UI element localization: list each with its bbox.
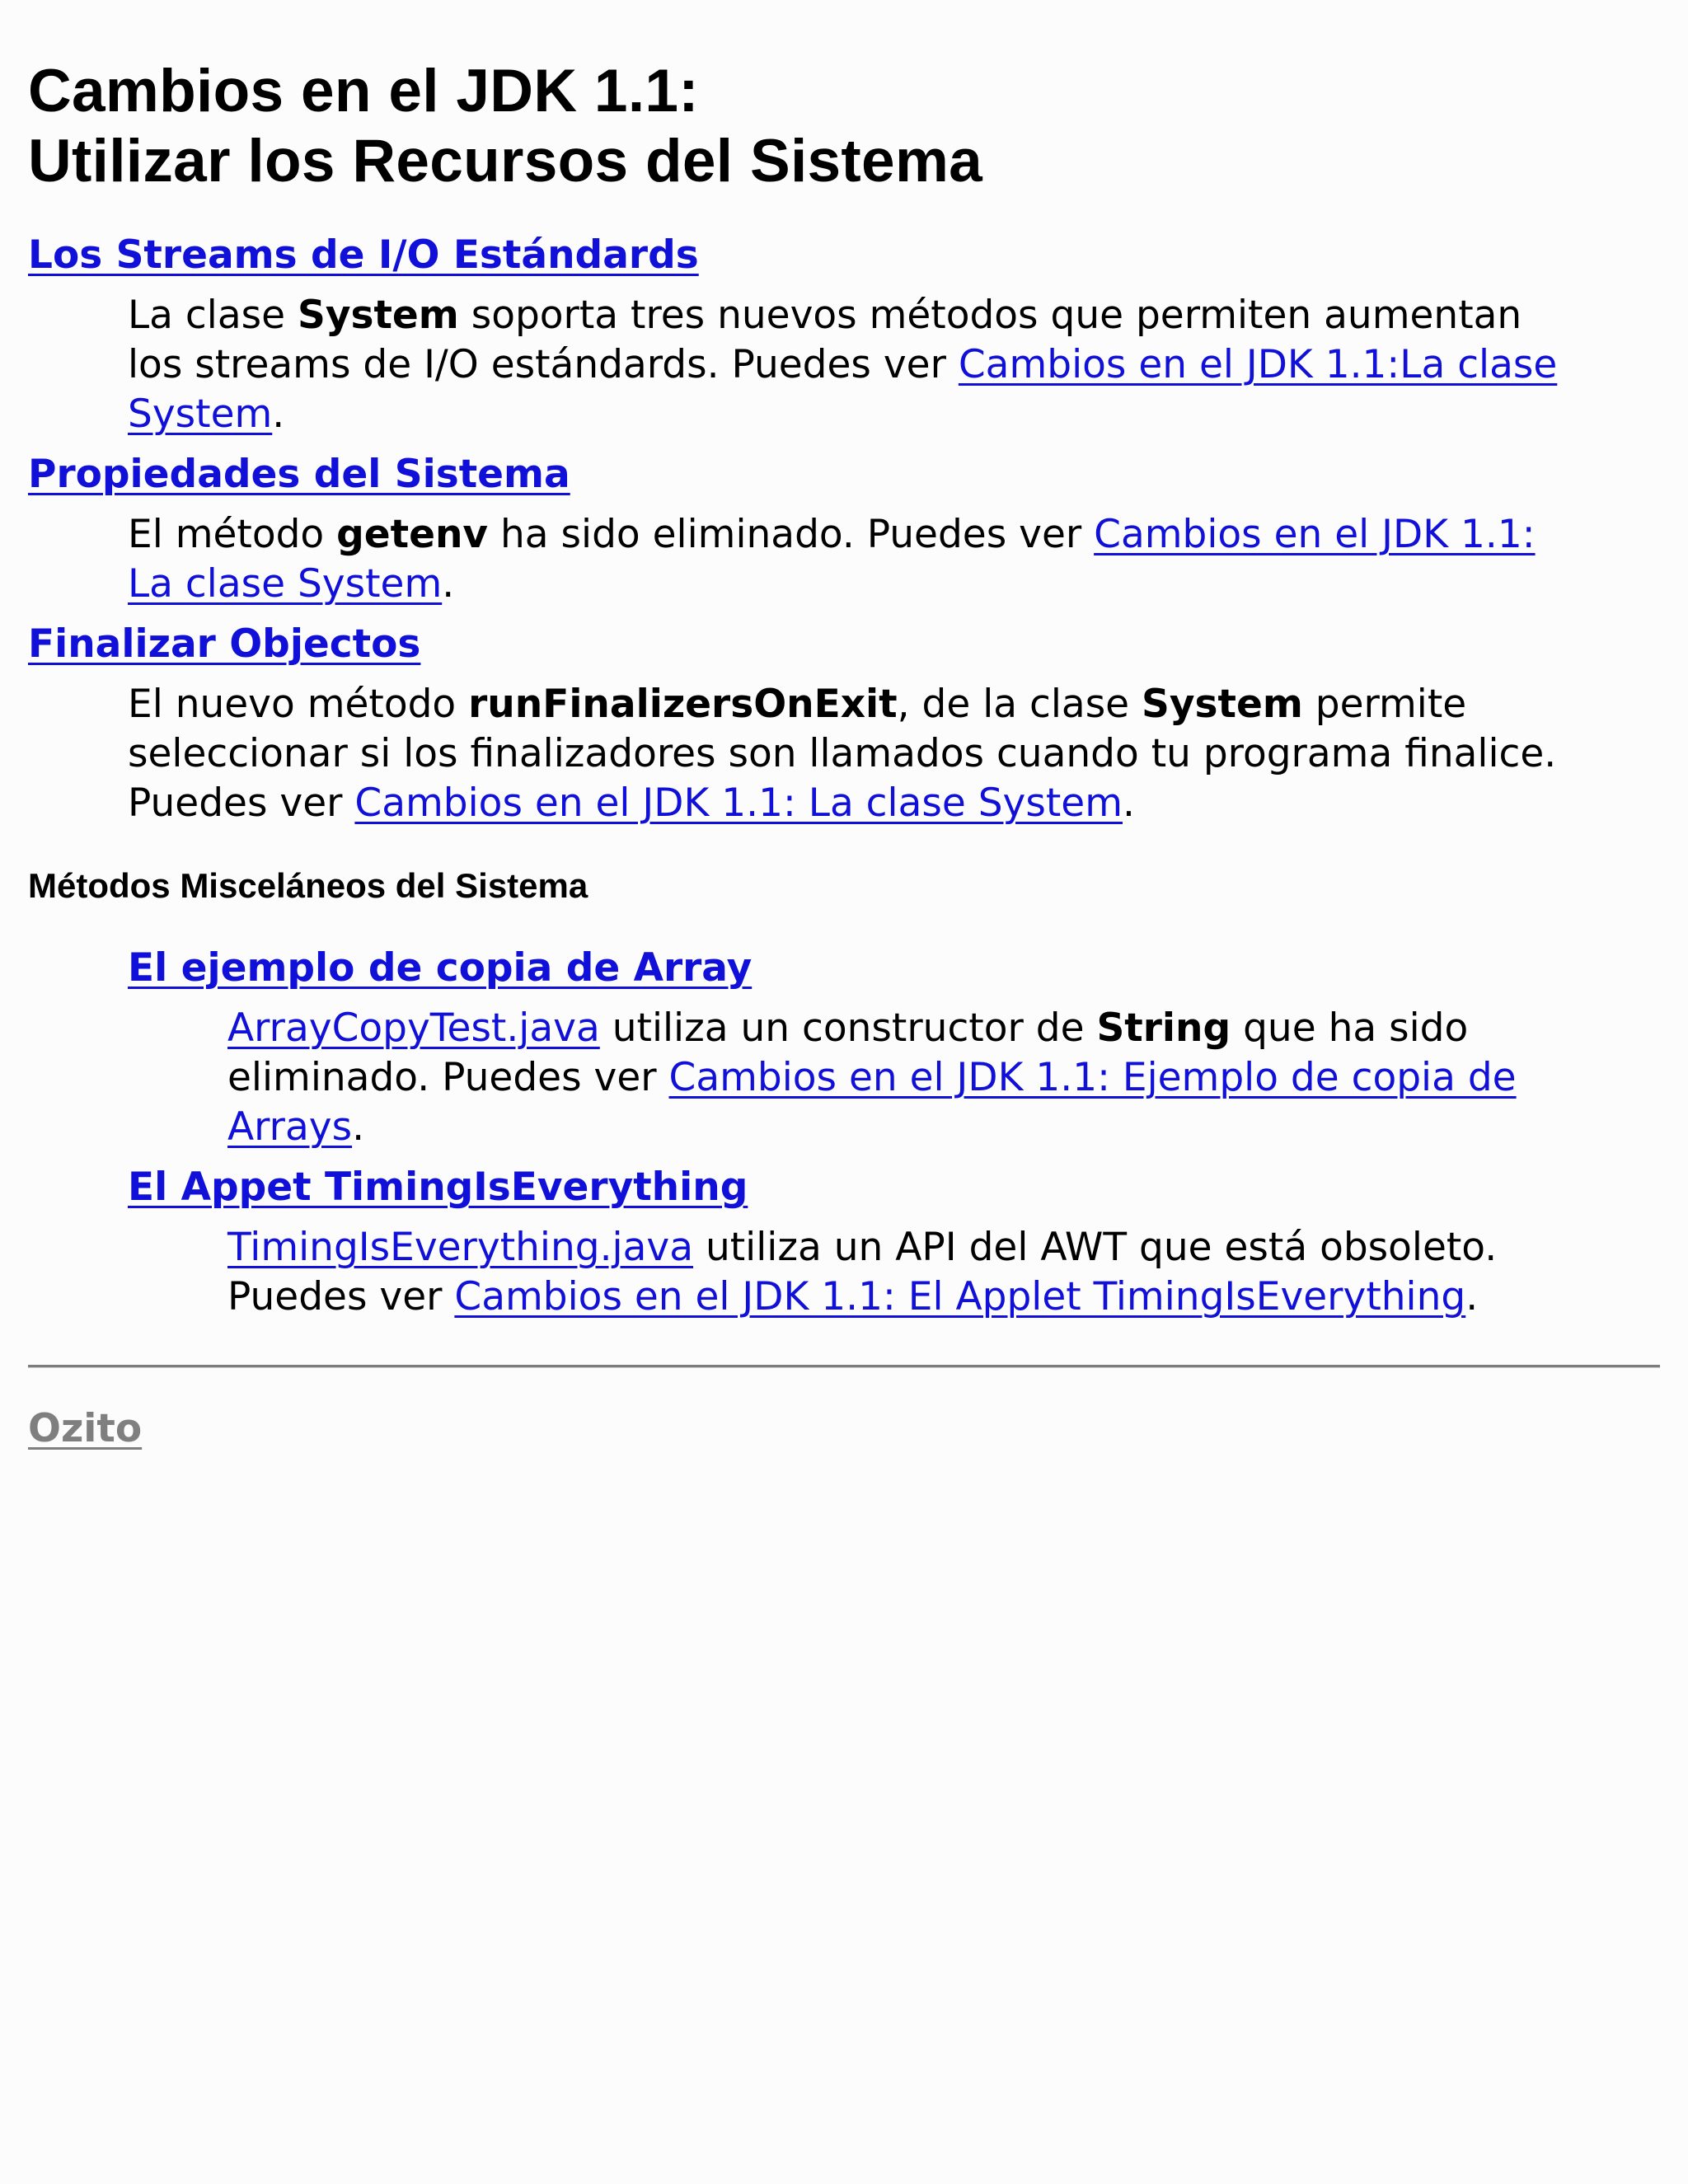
section-finalize [28,620,1660,828]
body-text: utiliza un constructor de [599,1005,1097,1051]
section-heading-properties[interactable]: Propiedades del Sistema [28,452,570,497]
bold-term: System [1142,682,1303,727]
body-text: ha sido eliminado. Puedes ver [488,512,1095,557]
misc-body-array-copy [128,1004,1579,1152]
bold-term: String [1096,1005,1231,1051]
link-timing-changes[interactable]: Cambios en el JDK 1.1: El Applet TimingIsEverything [454,1274,1466,1319]
bold-term: getenv [336,512,489,557]
page-title-line1: Cambios en el JDK 1.1: [28,58,699,124]
bold-term: System [297,293,459,338]
body-text: utiliza un API del AWT que está obsoleto. Puedes ver [227,1225,1498,1319]
section-body-finalize [28,680,1578,828]
body-text: . [1465,1274,1479,1319]
body-text: que ha sido eliminado. Puedes ver [227,1005,1469,1100]
misc-heading-array-copy[interactable]: El ejemplo de copia de Array [128,945,753,991]
section-properties [28,450,1660,609]
misc-heading-timing[interactable]: El Appet TimingIsEverything [128,1165,748,1210]
link-system-class[interactable]: Cambios en el JDK 1.1: La clase System [354,780,1123,826]
misc-list [28,944,1660,1322]
footer-link-ozito[interactable]: Ozito [28,1406,143,1451]
body-text: . [1123,780,1135,826]
link-system-class[interactable]: Cambios en el JDK 1.1: La clase System [128,512,1536,607]
bold-term: runFinalizersOnExit [468,682,898,727]
misc-body-timing [128,1223,1579,1322]
page-title-line2: Utilizar los Recursos del Sistema [28,128,983,194]
link-timing-file[interactable]: TimingIsEverything.java [227,1225,694,1270]
body-text: . [272,391,285,437]
section-streams [28,231,1660,439]
body-text: permite seleccionar si los finalizadores son llamados cuando tu programa finalice. Puedes ver [128,682,1557,826]
body-text: soporta tres nuevos métodos que permiten aumentan los streams de I/O estándards. Puedes ver [128,293,1522,387]
link-array-copy-changes[interactable]: Cambios en el JDK 1.1: Ejemplo de copia de Arrays [227,1055,1517,1150]
section-body-streams [28,291,1578,439]
misc-item-array-copy [128,944,1660,1152]
body-text: . [442,561,455,607]
body-text: La clase [128,293,298,338]
misc-item-timing [128,1163,1660,1322]
divider [28,1365,1660,1368]
link-system-class[interactable]: Cambios en el JDK 1.1:La clase System [128,342,1558,437]
section-heading-streams[interactable]: Los Streams de I/O Estándards [28,232,699,278]
body-text: , de la clase [897,682,1142,727]
body-text: . [352,1104,365,1150]
section-heading-finalize[interactable]: Finalizar Objectos [28,621,421,667]
body-text: El método [128,512,337,557]
page-title [28,0,1660,196]
body-text: El nuevo método [128,682,469,727]
link-array-copy-file[interactable]: ArrayCopyTest.java [227,1005,600,1051]
section-body-properties [28,510,1578,609]
footer [28,1404,1660,1454]
misc-section-title: Métodos Misceláneos del Sistema [28,866,588,905]
